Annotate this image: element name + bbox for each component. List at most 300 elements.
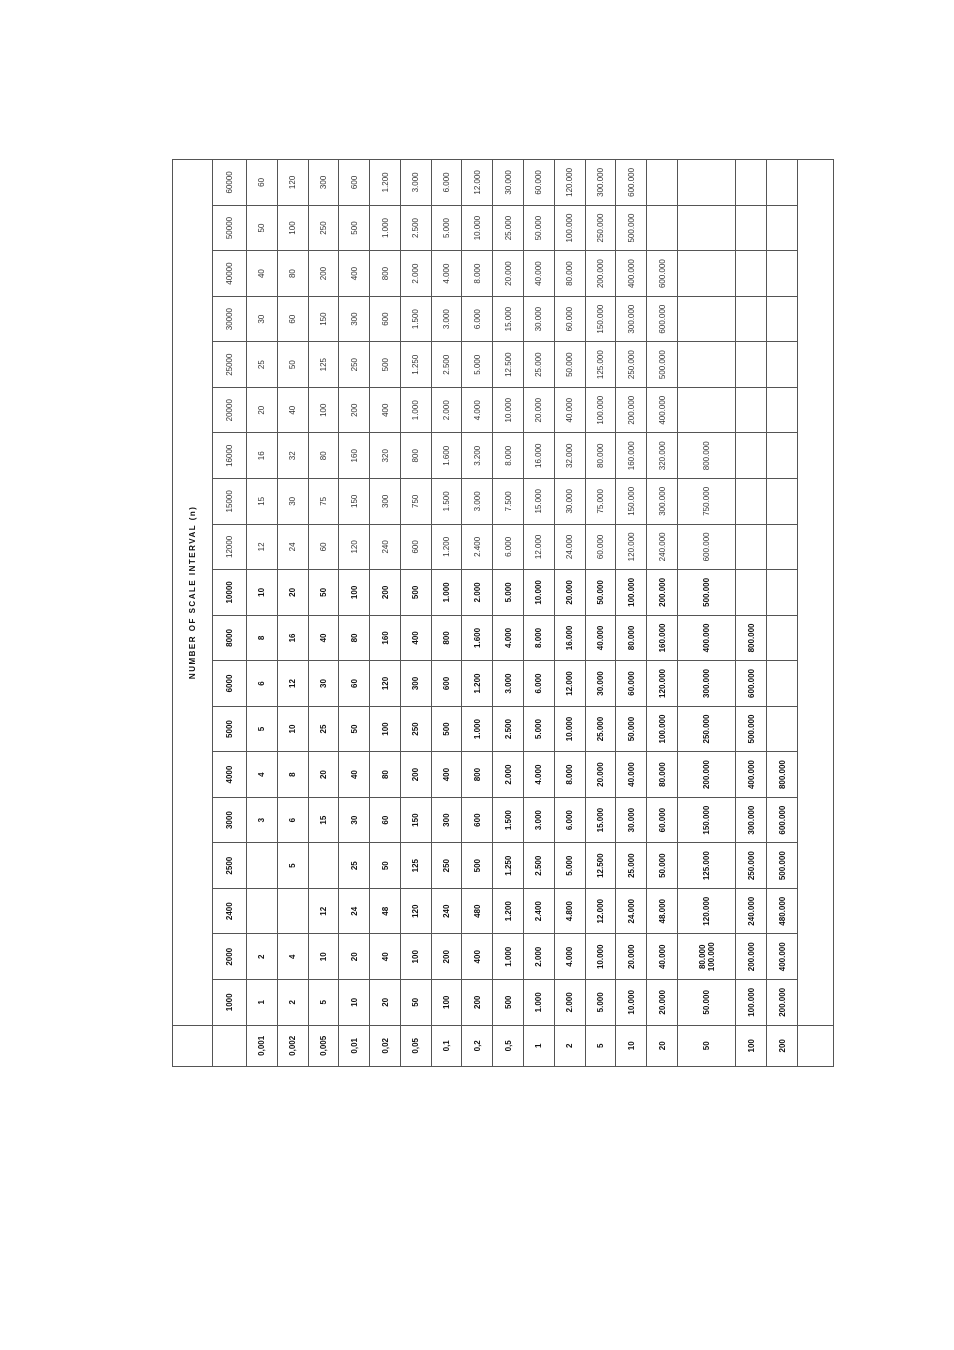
table-cell: 40 bbox=[277, 387, 308, 433]
table-cell: 5.000 bbox=[431, 205, 462, 251]
table-cell: 200 bbox=[339, 387, 370, 433]
table-cell: 600.000 bbox=[677, 524, 735, 570]
table-cell: 500.000 bbox=[767, 843, 798, 889]
n-header: 12000 bbox=[213, 524, 247, 570]
table-cell: 2.000 bbox=[493, 752, 524, 798]
table-cell bbox=[736, 524, 767, 570]
table-cell: 600.000 bbox=[647, 296, 678, 342]
table-cell: 12.500 bbox=[585, 843, 616, 889]
table-cell: 12.000 bbox=[462, 160, 493, 206]
table-cell: 480 bbox=[462, 888, 493, 934]
table-cell: 500 bbox=[370, 342, 401, 388]
table-cell bbox=[677, 296, 735, 342]
table-cell: 40.000 bbox=[585, 615, 616, 661]
table-cell: 30.000 bbox=[585, 661, 616, 707]
table-cell: 800 bbox=[400, 433, 431, 479]
table-cell: 2.400 bbox=[524, 888, 555, 934]
table-cell: 800.000 bbox=[736, 615, 767, 661]
table-cell: 50 bbox=[308, 570, 339, 616]
table-cell: 100 bbox=[400, 934, 431, 980]
table-cell: 30 bbox=[247, 296, 278, 342]
table-cell: 15.000 bbox=[585, 797, 616, 843]
table-cell: 5.000 bbox=[585, 980, 616, 1026]
table-cell: 5.000 bbox=[493, 570, 524, 616]
table-cell: 30.000 bbox=[493, 160, 524, 206]
table-cell: 32 bbox=[277, 433, 308, 479]
table-cell: 20 bbox=[370, 980, 401, 1026]
table-cell: 25 bbox=[308, 706, 339, 752]
table-cell: 160.000 bbox=[616, 433, 647, 479]
table-cell: 150.000 bbox=[585, 296, 616, 342]
table-cell: 100 bbox=[308, 387, 339, 433]
table-cell: 120.000 bbox=[616, 524, 647, 570]
table-cell: 8.000 bbox=[524, 615, 555, 661]
table-cell: 80.000 bbox=[616, 615, 647, 661]
table-cell: 5.000 bbox=[554, 843, 585, 889]
table-cell: 200 bbox=[308, 251, 339, 297]
table-cell: 80.000 bbox=[585, 433, 616, 479]
table-cell: 10.000 bbox=[493, 387, 524, 433]
table-cell: 100.000 bbox=[585, 387, 616, 433]
table-cell: 60.000 bbox=[647, 797, 678, 843]
spacer bbox=[798, 160, 834, 1026]
table-cell: 100 bbox=[339, 570, 370, 616]
table-cell: 15 bbox=[308, 797, 339, 843]
table-cell: 20 bbox=[277, 570, 308, 616]
table-cell bbox=[736, 160, 767, 206]
table-cell: 1.200 bbox=[462, 661, 493, 707]
table-cell: 800 bbox=[370, 251, 401, 297]
table-cell: 16 bbox=[247, 433, 278, 479]
table-cell: 400 bbox=[370, 387, 401, 433]
table-cell: 250 bbox=[431, 843, 462, 889]
table-cell: 400.000 bbox=[616, 251, 647, 297]
table-cell: 100 bbox=[370, 706, 401, 752]
table-cell: 50 bbox=[370, 843, 401, 889]
table-cell: 4.000 bbox=[524, 752, 555, 798]
table-cell: 80.000 bbox=[554, 251, 585, 297]
table-cell: 1.000 bbox=[431, 570, 462, 616]
table-cell bbox=[767, 706, 798, 752]
n-header: 20000 bbox=[213, 387, 247, 433]
table-cell: 3.000 bbox=[400, 160, 431, 206]
table-cell: 10.000 bbox=[554, 706, 585, 752]
table-cell: 240 bbox=[431, 888, 462, 934]
table-cell: 16 bbox=[277, 615, 308, 661]
table-cell: 10 bbox=[277, 706, 308, 752]
table-cell bbox=[736, 296, 767, 342]
table-cell bbox=[677, 387, 735, 433]
table-cell: 300 bbox=[339, 296, 370, 342]
table-cell: 10 bbox=[308, 934, 339, 980]
table-cell: 4.000 bbox=[431, 251, 462, 297]
table-cell: 25.000 bbox=[585, 706, 616, 752]
table-grid bbox=[172, 159, 834, 1067]
table-cell bbox=[247, 888, 278, 934]
table-cell: 60.000 bbox=[616, 661, 647, 707]
e-value: 0,2 bbox=[462, 1025, 493, 1066]
n-header: 16000 bbox=[213, 433, 247, 479]
table-cell: 12 bbox=[247, 524, 278, 570]
table-cell bbox=[767, 160, 798, 206]
table-cell bbox=[767, 479, 798, 525]
n-header: 6000 bbox=[213, 661, 247, 707]
table-cell bbox=[247, 843, 278, 889]
table-cell: 80 bbox=[277, 251, 308, 297]
table-cell bbox=[767, 205, 798, 251]
e-value: 100 bbox=[736, 1025, 767, 1066]
table-cell: 60 bbox=[308, 524, 339, 570]
table-cell: 800 bbox=[431, 615, 462, 661]
table-cell bbox=[767, 251, 798, 297]
table-cell: 1.000 bbox=[400, 387, 431, 433]
table-cell: 300 bbox=[400, 661, 431, 707]
table-cell: 8.000 bbox=[493, 433, 524, 479]
table-cell: 3 bbox=[247, 797, 278, 843]
table-cell: 50.000 bbox=[554, 342, 585, 388]
table-cell: 125 bbox=[308, 342, 339, 388]
n-header: 40000 bbox=[213, 251, 247, 297]
table-cell: 600.000 bbox=[616, 160, 647, 206]
e-value: 0,001 bbox=[247, 1025, 278, 1066]
table-cell: 20 bbox=[308, 752, 339, 798]
table-cell bbox=[736, 479, 767, 525]
table-cell: 24.000 bbox=[554, 524, 585, 570]
n-header: 15000 bbox=[213, 479, 247, 525]
table-cell: 2.000 bbox=[400, 251, 431, 297]
table-cell: 5 bbox=[277, 843, 308, 889]
table-cell: 400.000 bbox=[736, 752, 767, 798]
table-cell: 600 bbox=[462, 797, 493, 843]
table-cell: 300 bbox=[308, 160, 339, 206]
table-cell: 75.000 bbox=[585, 479, 616, 525]
table-cell bbox=[767, 661, 798, 707]
table-cell: 400 bbox=[400, 615, 431, 661]
table-cell: 20.000 bbox=[616, 934, 647, 980]
table-cell: 8.000 bbox=[554, 752, 585, 798]
table-cell: 250 bbox=[400, 706, 431, 752]
n-header: 5000 bbox=[213, 706, 247, 752]
table-cell bbox=[767, 570, 798, 616]
table-cell: 20.000 bbox=[647, 980, 678, 1026]
corner-blank bbox=[173, 1025, 213, 1066]
table-cell: 10.000 bbox=[585, 934, 616, 980]
table-cell: 3.000 bbox=[524, 797, 555, 843]
table-cell bbox=[736, 205, 767, 251]
table-cell bbox=[677, 251, 735, 297]
table-cell: 1.200 bbox=[431, 524, 462, 570]
table-cell: 240.000 bbox=[647, 524, 678, 570]
table-cell bbox=[767, 433, 798, 479]
table-cell: 12 bbox=[277, 661, 308, 707]
table-cell: 40 bbox=[308, 615, 339, 661]
table-cell: 4.000 bbox=[554, 934, 585, 980]
table-cell: 50.000 bbox=[677, 980, 735, 1026]
table-cell: 1.500 bbox=[493, 797, 524, 843]
table-cell: 6.000 bbox=[524, 661, 555, 707]
table-cell: 6.000 bbox=[554, 797, 585, 843]
table-cell: 3.000 bbox=[431, 296, 462, 342]
table-cell bbox=[677, 342, 735, 388]
table-cell: 15.000 bbox=[524, 479, 555, 525]
table-cell: 120 bbox=[277, 160, 308, 206]
table-cell: 50.000 bbox=[616, 706, 647, 752]
table-cell: 200 bbox=[431, 934, 462, 980]
table-cell: 200.000 bbox=[647, 570, 678, 616]
scale-interval-table bbox=[172, 159, 834, 1067]
table-cell: 120.000 bbox=[554, 160, 585, 206]
table-cell: 150 bbox=[339, 479, 370, 525]
table-cell: 200.000 bbox=[585, 251, 616, 297]
table-cell: 2.000 bbox=[524, 934, 555, 980]
table-cell: 300.000 bbox=[616, 296, 647, 342]
table-cell: 250 bbox=[308, 205, 339, 251]
table-cell: 2.500 bbox=[524, 843, 555, 889]
table-cell: 60 bbox=[277, 296, 308, 342]
table-cell: 200 bbox=[370, 570, 401, 616]
table-cell: 2.500 bbox=[493, 706, 524, 752]
table-cell: 12.000 bbox=[554, 661, 585, 707]
table-cell bbox=[767, 342, 798, 388]
table-cell: 100.000 bbox=[616, 570, 647, 616]
table-cell: 500.000 bbox=[736, 706, 767, 752]
table-cell: 30.000 bbox=[554, 479, 585, 525]
table-cell: 200 bbox=[400, 752, 431, 798]
table-cell: 40.000 bbox=[524, 251, 555, 297]
table-cell: 400 bbox=[339, 251, 370, 297]
table-cell: 60.000 bbox=[524, 160, 555, 206]
table-cell: 250.000 bbox=[585, 205, 616, 251]
e-value: 0,002 bbox=[277, 1025, 308, 1066]
table-cell: 50.000 bbox=[585, 570, 616, 616]
table-cell: 1.000 bbox=[370, 205, 401, 251]
table-cell: 20.000 bbox=[585, 752, 616, 798]
corner-blank-3 bbox=[798, 1025, 834, 1066]
table-cell: 100.000 bbox=[736, 980, 767, 1026]
table-cell: 10.000 bbox=[462, 205, 493, 251]
table-cell: 300.000 bbox=[677, 661, 735, 707]
table-cell: 480.000 bbox=[767, 888, 798, 934]
table-cell: 16.000 bbox=[524, 433, 555, 479]
table-cell: 100 bbox=[277, 205, 308, 251]
table-cell bbox=[677, 160, 735, 206]
table-cell: 800.000 bbox=[677, 433, 735, 479]
cell-line: 100.000 bbox=[706, 942, 716, 972]
e-value: 0,05 bbox=[400, 1025, 431, 1066]
table-cell: 10.000 bbox=[616, 980, 647, 1026]
table-cell: 24.000 bbox=[616, 888, 647, 934]
table-cell: 6.000 bbox=[431, 160, 462, 206]
table-cell: 600.000 bbox=[647, 251, 678, 297]
table-cell: 500 bbox=[462, 843, 493, 889]
table-cell: 400 bbox=[431, 752, 462, 798]
table-cell: 200.000 bbox=[677, 752, 735, 798]
table-cell bbox=[647, 205, 678, 251]
table-cell: 12.000 bbox=[585, 888, 616, 934]
table-cell: 750 bbox=[400, 479, 431, 525]
table-cell: 20 bbox=[247, 387, 278, 433]
table-cell: 60.000 bbox=[585, 524, 616, 570]
table-cell: 50 bbox=[400, 980, 431, 1026]
table-cell: 50 bbox=[339, 706, 370, 752]
table-cell: 20 bbox=[339, 934, 370, 980]
table-cell bbox=[736, 251, 767, 297]
n-header: 50000 bbox=[213, 205, 247, 251]
table-cell bbox=[736, 433, 767, 479]
cell-line: 80.000 bbox=[697, 944, 707, 970]
table-cell: 12.000 bbox=[524, 524, 555, 570]
table-cell: 30 bbox=[277, 479, 308, 525]
table-cell: 50 bbox=[247, 205, 278, 251]
table-cell: 75 bbox=[308, 479, 339, 525]
table-cell: 320.000 bbox=[647, 433, 678, 479]
table-cell: 8 bbox=[277, 752, 308, 798]
table-cell: 25.000 bbox=[616, 843, 647, 889]
table-cell: 300 bbox=[431, 797, 462, 843]
table-cell: 120 bbox=[370, 661, 401, 707]
table-cell: 400.000 bbox=[647, 387, 678, 433]
table-cell bbox=[767, 524, 798, 570]
n-axis-title: NUMBER OF SCALE INTERVAL (n) bbox=[173, 160, 213, 1026]
table-cell: 500.000 bbox=[677, 570, 735, 616]
table-cell: 150.000 bbox=[616, 479, 647, 525]
table-cell: 10 bbox=[339, 980, 370, 1026]
table-cell bbox=[677, 934, 735, 980]
table-cell: 1 bbox=[247, 980, 278, 1026]
table-cell: 250.000 bbox=[677, 706, 735, 752]
table-cell: 160 bbox=[339, 433, 370, 479]
table-cell: 600 bbox=[400, 524, 431, 570]
table-cell: 600.000 bbox=[736, 661, 767, 707]
e-value: 0,01 bbox=[339, 1025, 370, 1066]
table-cell: 50.000 bbox=[524, 205, 555, 251]
table-cell: 12.500 bbox=[493, 342, 524, 388]
table-cell: 2.000 bbox=[462, 570, 493, 616]
n-header: 3000 bbox=[213, 797, 247, 843]
table-cell: 125.000 bbox=[585, 342, 616, 388]
table-cell: 6.000 bbox=[493, 524, 524, 570]
table-cell bbox=[647, 160, 678, 206]
table-cell: 2.000 bbox=[431, 387, 462, 433]
n-header: 8000 bbox=[213, 615, 247, 661]
table-cell: 10 bbox=[247, 570, 278, 616]
table-cell: 1.000 bbox=[524, 980, 555, 1026]
table-cell: 80 bbox=[308, 433, 339, 479]
table-cell: 50.000 bbox=[647, 843, 678, 889]
table-cell: 200 bbox=[462, 980, 493, 1026]
table-cell: 8.000 bbox=[462, 251, 493, 297]
table-cell: 24 bbox=[339, 888, 370, 934]
table-cell: 30.000 bbox=[616, 797, 647, 843]
table-cell: 5 bbox=[247, 706, 278, 752]
table-cell: 500.000 bbox=[616, 205, 647, 251]
n-header: 2500 bbox=[213, 843, 247, 889]
table-cell: 60 bbox=[247, 160, 278, 206]
table-cell: 6.000 bbox=[462, 296, 493, 342]
table-cell: 80 bbox=[370, 752, 401, 798]
table-cell: 20.000 bbox=[524, 387, 555, 433]
table-cell: 4 bbox=[277, 934, 308, 980]
table-cell: 125.000 bbox=[677, 843, 735, 889]
table-cell: 300.000 bbox=[736, 797, 767, 843]
table-cell: 120 bbox=[339, 524, 370, 570]
table-cell: 240.000 bbox=[736, 888, 767, 934]
table-cell: 30.000 bbox=[524, 296, 555, 342]
table-cell: 300.000 bbox=[585, 160, 616, 206]
n-header: 4000 bbox=[213, 752, 247, 798]
table-cell: 500 bbox=[339, 205, 370, 251]
e-value: 20 bbox=[647, 1025, 678, 1066]
table-cell: 1.500 bbox=[431, 479, 462, 525]
table-cell bbox=[736, 387, 767, 433]
table-cell: 60.000 bbox=[554, 296, 585, 342]
table-cell: 250 bbox=[339, 342, 370, 388]
table-cell: 400 bbox=[462, 934, 493, 980]
table-cell: 500.000 bbox=[647, 342, 678, 388]
table-cell: 300.000 bbox=[647, 479, 678, 525]
table-cell: 12 bbox=[308, 888, 339, 934]
table-cell: 2.500 bbox=[400, 205, 431, 251]
e-value: 0,005 bbox=[308, 1025, 339, 1066]
table-cell: 320 bbox=[370, 433, 401, 479]
table-cell bbox=[767, 296, 798, 342]
table-cell: 48 bbox=[370, 888, 401, 934]
table-cell: 500 bbox=[431, 706, 462, 752]
table-cell: 200.000 bbox=[767, 980, 798, 1026]
table-cell: 1.250 bbox=[493, 843, 524, 889]
table-cell: 40 bbox=[247, 251, 278, 297]
table-cell: 600 bbox=[431, 661, 462, 707]
table-cell: 4.000 bbox=[462, 387, 493, 433]
table-cell: 1.250 bbox=[400, 342, 431, 388]
table-cell: 40 bbox=[370, 934, 401, 980]
table-cell bbox=[736, 570, 767, 616]
table-cell: 25 bbox=[339, 843, 370, 889]
table-cell: 7.500 bbox=[493, 479, 524, 525]
table-cell: 25 bbox=[247, 342, 278, 388]
table-cell: 30 bbox=[308, 661, 339, 707]
table-cell: 6 bbox=[247, 661, 278, 707]
table-cell: 5.000 bbox=[524, 706, 555, 752]
table-cell: 250.000 bbox=[736, 843, 767, 889]
table-cell: 500 bbox=[493, 980, 524, 1026]
table-cell bbox=[277, 888, 308, 934]
table-cell: 15.000 bbox=[493, 296, 524, 342]
table-cell: 48.000 bbox=[647, 888, 678, 934]
table-cell: 4.800 bbox=[554, 888, 585, 934]
table-cell: 1.600 bbox=[462, 615, 493, 661]
table-cell bbox=[767, 615, 798, 661]
table-cell: 240 bbox=[370, 524, 401, 570]
table-cell: 30 bbox=[339, 797, 370, 843]
n-header: 1000 bbox=[213, 980, 247, 1026]
table-cell: 80 bbox=[339, 615, 370, 661]
table-cell: 3.000 bbox=[493, 661, 524, 707]
n-header: 25000 bbox=[213, 342, 247, 388]
table-cell: 24 bbox=[277, 524, 308, 570]
table-cell: 1.600 bbox=[431, 433, 462, 479]
table-cell: 5.000 bbox=[462, 342, 493, 388]
n-header: 2400 bbox=[213, 888, 247, 934]
table-cell: 1.200 bbox=[493, 888, 524, 934]
table-cell bbox=[677, 205, 735, 251]
table-cell: 600.000 bbox=[767, 797, 798, 843]
table-cell: 400.000 bbox=[767, 934, 798, 980]
table-cell: 120.000 bbox=[647, 661, 678, 707]
table-cell: 3.000 bbox=[462, 479, 493, 525]
table-cell: 250.000 bbox=[616, 342, 647, 388]
table-cell: 800.000 bbox=[767, 752, 798, 798]
